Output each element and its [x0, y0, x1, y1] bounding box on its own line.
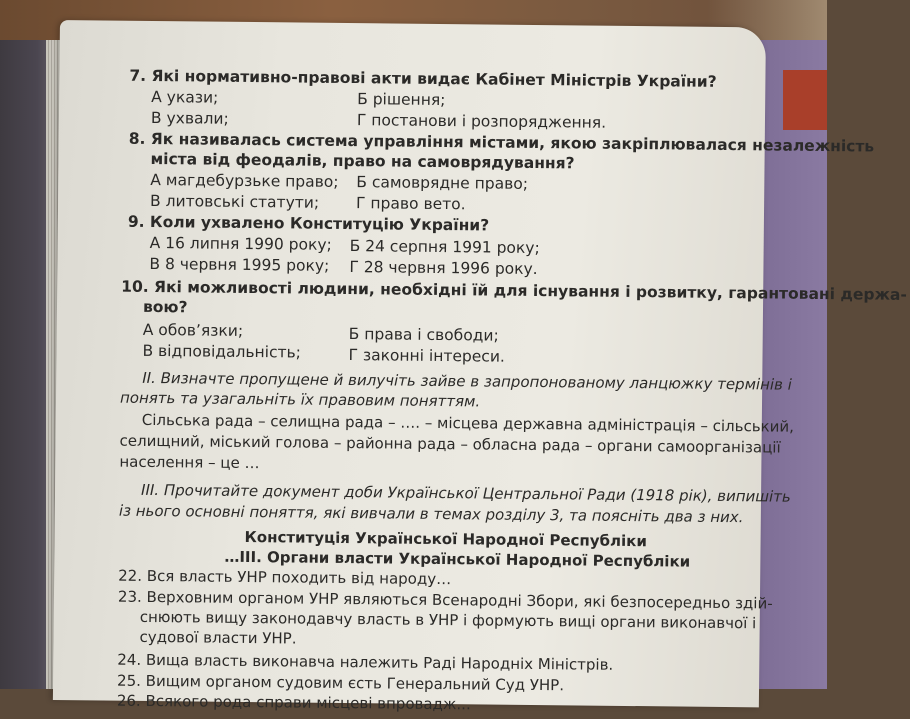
document-section: …III. Органи власти Української Народної Республіки	[224, 547, 691, 571]
article-23: 23. Верховним органом УНР являються Всенародні Збори, які безпосередньо здій-	[117, 587, 773, 613]
q7-option-v: В ухвали;	[150, 108, 229, 128]
article-25: 25. Вищим органом судовим єсть Генеральний Суд УНР.	[116, 671, 565, 695]
article-22: 22. Вся власть УНР походить від народу…	[118, 566, 452, 589]
question-7: 7. Які нормативно-правові акти видає Кабінет Міністрів України?	[129, 66, 717, 91]
q10-option-a: А обов’язки;	[142, 320, 244, 340]
task2-chain-line2: селищний, міський голова – районна рада – обласна рада – органи самоорганізації	[119, 431, 781, 457]
q10-option-v: В відповідальність;	[142, 341, 302, 362]
q7-option-g: Г постанови і розпорядження.	[356, 111, 607, 132]
q10-option-g: Г законні інтереси.	[348, 346, 505, 366]
question-10-line2: вою?	[142, 297, 188, 317]
q10-option-b: Б права і свободи;	[348, 325, 499, 345]
task3-line1: III. Прочитайте документ доби Української Центральної Ради (1918 рік), випишіть	[140, 480, 791, 506]
q8-option-g: Г право вето.	[356, 194, 466, 214]
q7-option-a: А укази;	[151, 87, 219, 107]
question-10: 10. Які можливості людини, необхідні їй для існування і розвитку, гарантовані держа-	[121, 277, 907, 304]
document-title: Конституція Української Народної Республіки	[244, 527, 647, 551]
task2-chain-line1: Сільська рада – селищна рада – …. – місцева державна адміністрація – сільський,	[141, 410, 795, 436]
page-content	[116, 66, 907, 714]
article-24: 24. Вища власть виконавча належить Раді Народніх Міністрів.	[117, 650, 614, 674]
q8-option-a: А магдебурзьке право;	[150, 170, 339, 191]
article-23-line3: судової власти УНР.	[139, 627, 297, 648]
article-23-line2: снюють вищу законодавчу власть в УНР і формують вищі органи виконавчої і	[139, 607, 757, 633]
question-9: 9. Коли ухвалено Конституцію України?	[127, 212, 490, 235]
question-8: 8. Як називалась система управління містами, якою закріплювалася незалежність	[128, 129, 875, 156]
task3-line2: із нього основні поняття, які вивчали в темах розділу 3, та поясніть два з них.	[118, 501, 744, 527]
question-8-line2: міста від феодалів, право на самоврядування?	[150, 149, 575, 173]
q9-option-b: Б 24 серпня 1991 року;	[349, 237, 540, 258]
right-book-label	[783, 70, 827, 130]
q9-option-v: В 8 червня 1995 року;	[149, 254, 330, 275]
q9-option-a: А 16 липня 1990 року;	[149, 233, 332, 254]
q9-option-g: Г 28 червня 1996 року.	[349, 258, 538, 279]
q7-option-b: Б рішення;	[357, 90, 446, 110]
task2-line1: II. Визначте пропущене й вилучіть зайве в запропонованому ланцюжку термінів і	[142, 368, 792, 394]
q8-option-v: В литовські статути;	[150, 191, 320, 212]
task2-line2: понять та узагальніть їх правовим поняттям.	[119, 388, 481, 411]
task2-chain-line3: населення – це …	[119, 452, 260, 473]
article-26: 26. Всякого рода справи місцеві впровадж...	[116, 691, 471, 714]
q8-option-b: Б самоврядне право;	[356, 173, 529, 193]
textbook-page	[53, 20, 907, 714]
